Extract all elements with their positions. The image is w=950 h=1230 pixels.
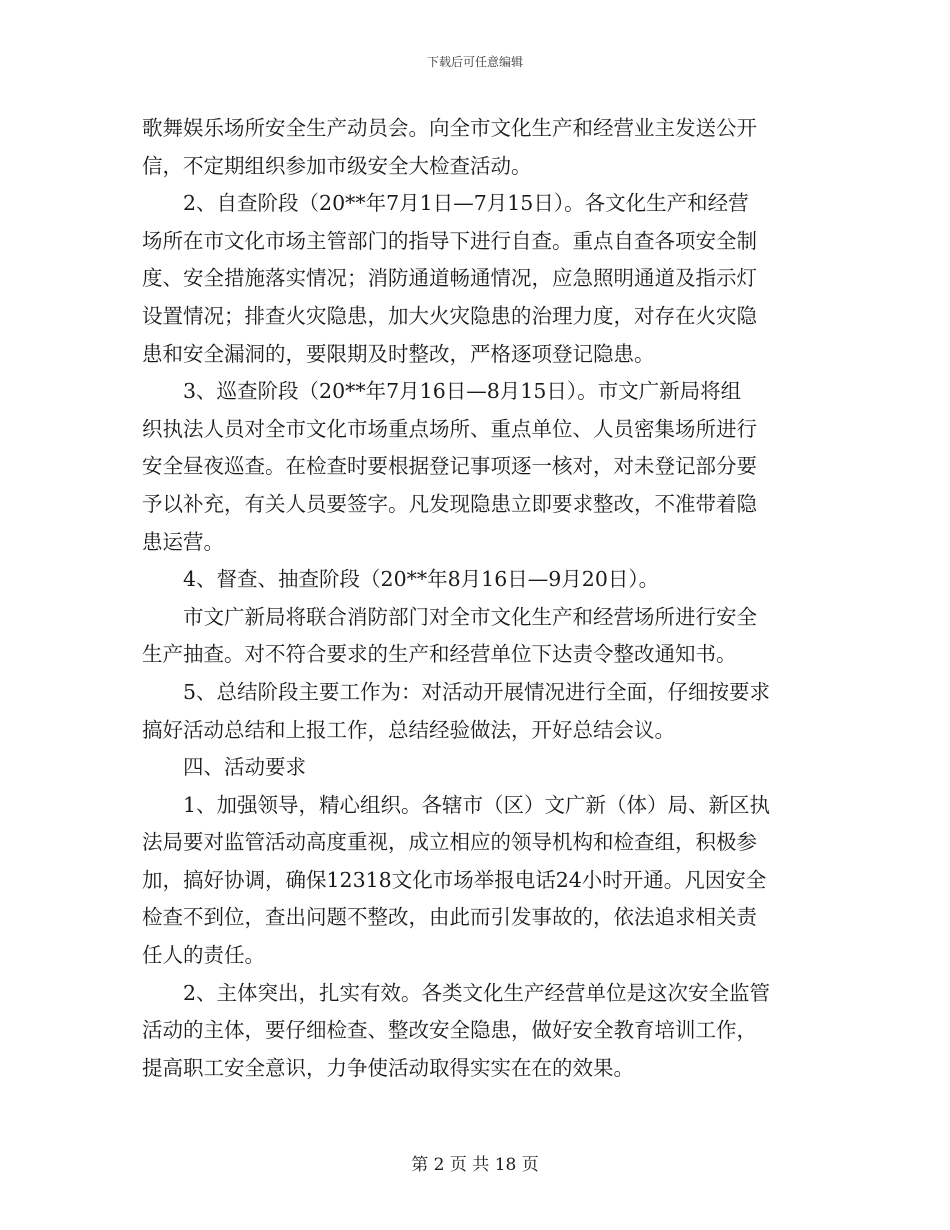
- text-line: 法局要对监管活动高度重视，成立相应的领导机构和检查组，积极参: [142, 830, 757, 855]
- text-line: 提高职工安全意识，力争使活动取得实实在在的效果。: [142, 1055, 634, 1080]
- text-line: 患运营。: [142, 529, 224, 554]
- text-line: 2、自查阶段（20**年7月1日—7月15日）。各文化生产和经营: [183, 191, 749, 216]
- text-line: 1、加强领导，精心组织。各辖市（区）文广新（体）局、新区执: [183, 792, 771, 817]
- text-line: 加，搞好协调，确保12318文化市场举报电话24小时开通。凡因安全: [142, 867, 767, 892]
- text-line: 市文广新局将联合消防部门对全市文化生产和经营场所进行安全: [183, 604, 757, 629]
- text-line: 患和安全漏洞的，要限期及时整改，严格逐项登记隐患。: [142, 341, 655, 366]
- text-line: 歌舞娱乐场所安全生产动员会。向全市文化生产和经营业主发送公开: [142, 116, 757, 140]
- text-line: 4、督查、抽查阶段（20**年8月16日—9月20日）。: [183, 567, 660, 592]
- text-line: 予以补充，有关人员要签字。凡发现隐患立即要求整改，不准带着隐: [142, 491, 757, 516]
- text-line: 任人的责任。: [142, 943, 265, 968]
- page-header: 下载后可任意编辑: [426, 55, 523, 69]
- section-heading: 四、活动要求: [183, 755, 306, 780]
- text-line: 检查不到位，查出问题不整改，由此而引发事故的，依法追求相关责: [142, 905, 757, 930]
- text-line: 生产抽查。对不符合要求的生产和经营单位下达责令整改通知书。: [142, 642, 737, 667]
- text-line: 信，不定期组织参加市级安全大检查活动。: [142, 153, 532, 178]
- text-line: 2、主体突出，扎实有效。各类文化生产经营单位是这次安全监管: [183, 980, 771, 1005]
- text-line: 搞好活动总结和上报工作，总结经验做法，开好总结会议。: [142, 717, 675, 742]
- text-line: 5、总结阶段主要工作为：对活动开展情况进行全面，仔细按要求: [183, 679, 771, 704]
- text-line: 织执法人员对全市文化市场重点场所、重点单位、人员密集场所进行: [142, 416, 757, 441]
- page-number-footer: 第 2 页 共 18 页: [411, 1155, 539, 1175]
- text-line: 场所在市文化市场主管部门的指导下进行自查。重点自查各项安全制: [142, 228, 757, 253]
- text-line: 安全昼夜巡查。在检查时要根据登记事项逐一核对，对未登记部分要: [142, 454, 757, 479]
- text-line: 度、安全措施落实情况；消防通道畅通情况，应急照明通道及指示灯: [142, 266, 757, 291]
- text-line: 3、巡查阶段（20**年7月16日—8月15日）。市文广新局将组: [183, 379, 742, 404]
- text-line: 活动的主体，要仔细检查、整改安全隐患，做好安全教育培训工作，: [142, 1018, 757, 1043]
- text-line: 设置情况；排查火灾隐患，加大火灾隐患的治理力度，对存在火灾隐: [142, 303, 757, 328]
- document-body: [142, 110, 812, 1087]
